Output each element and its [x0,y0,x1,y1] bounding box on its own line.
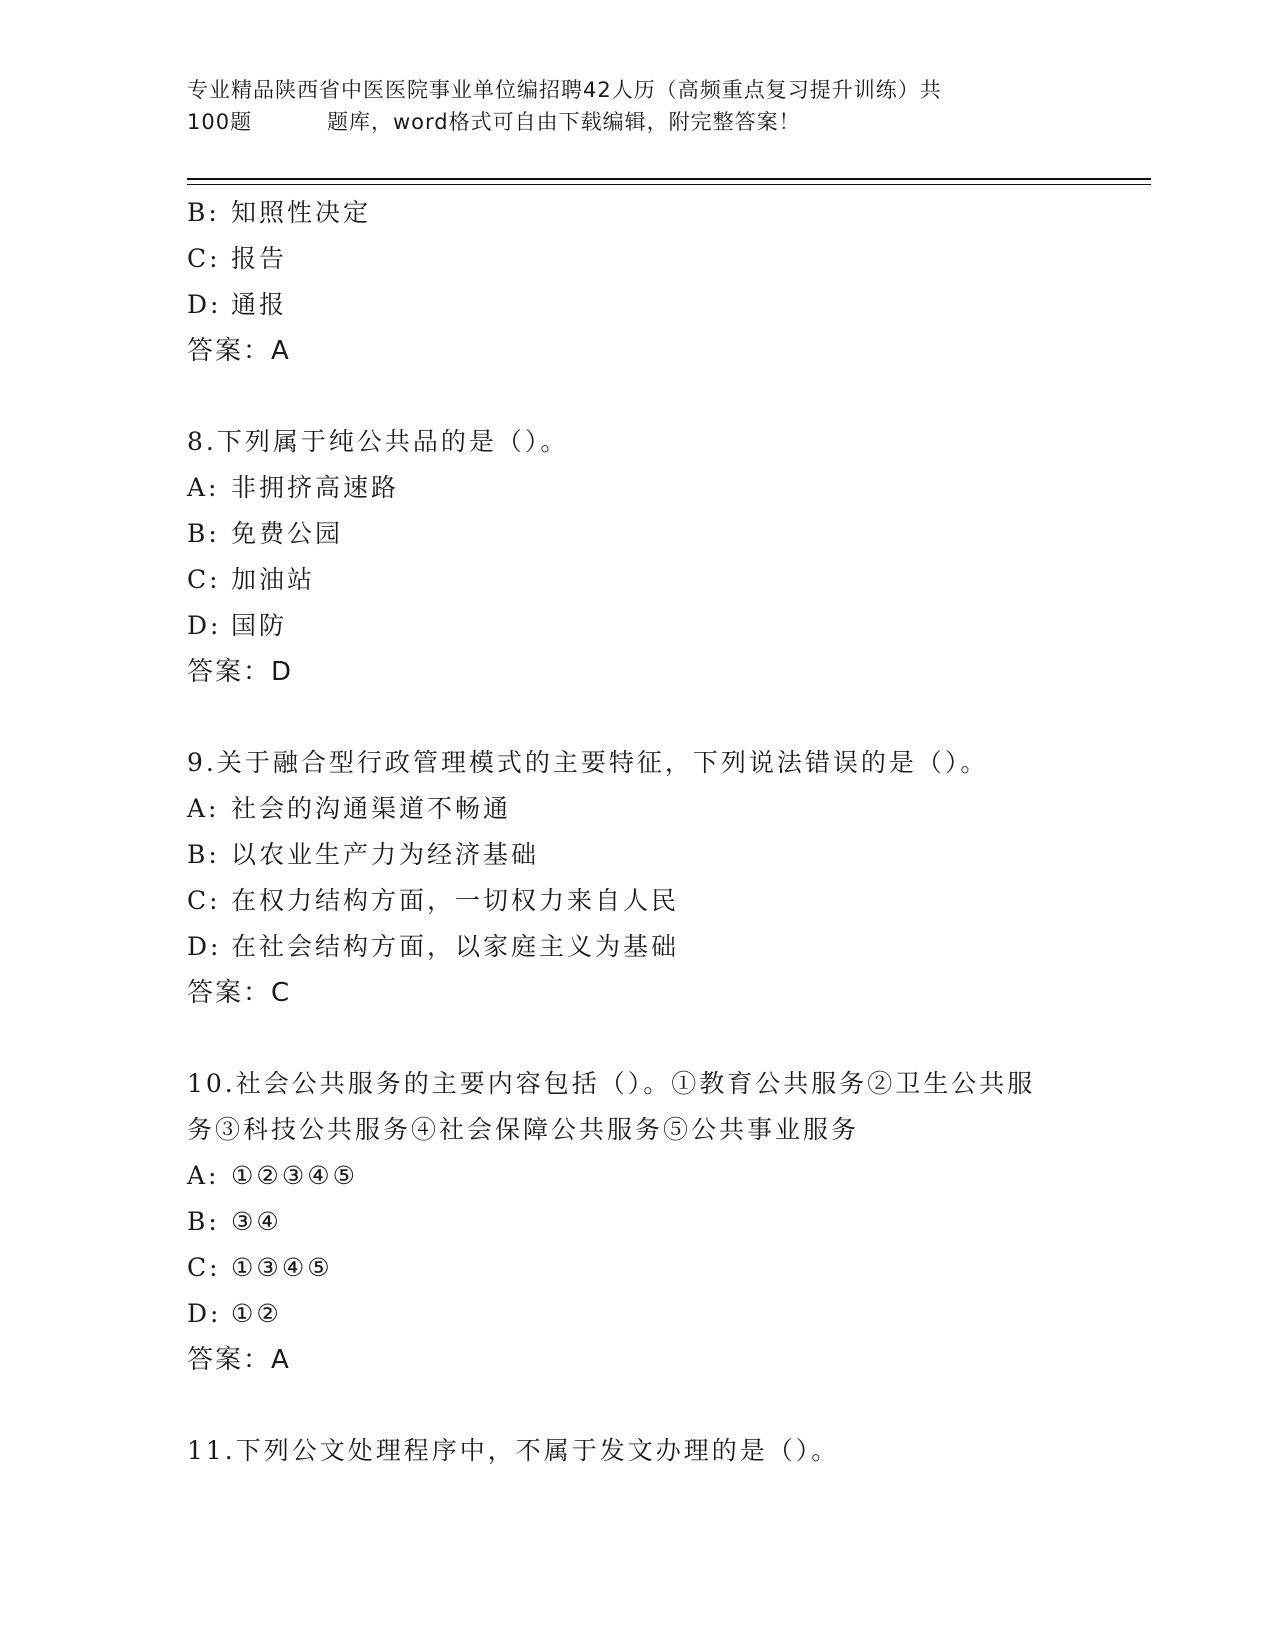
option-b: B: 以农业生产力为经济基础 [187,840,540,869]
header-line-1: 专业精品陕西省中医医院事业单位编招聘42人历（高频重点复习提升训练）共 [187,78,942,102]
option-c: C: ①③④⑤ [187,1253,333,1282]
option-c: C: 加油站 [187,565,316,594]
answer: 答案：C [187,978,292,1008]
question-7-continued [187,190,1147,374]
spacer [187,1016,1147,1061]
question-10 [187,1061,1147,1383]
spacer [187,374,1147,419]
header-rule-thin [187,184,1151,185]
question-text: 11.下列公文处理程序中，不属于发文办理的是（）。 [187,1436,840,1465]
answer: 答案：D [187,657,294,687]
header-line-2 [187,106,1087,138]
header-question-count: 100题 [187,110,253,134]
option-c: C: 报告 [187,244,288,273]
spacer [187,695,1147,740]
header-rule-thick [187,178,1151,180]
document-body [187,190,1147,1474]
question-11 [187,1428,1147,1474]
option-b: B: ③④ [187,1207,282,1236]
answer: 答案：A [187,1345,291,1375]
option-a: A: 社会的沟通渠道不畅通 [187,794,512,823]
question-text: 8.下列属于纯公共品的是（）。 [187,427,569,456]
question-8 [187,419,1147,695]
question-9 [187,740,1147,1016]
option-d: D: 通报 [187,290,288,319]
option-d: D: 国防 [187,611,288,640]
question-text-line-2: 务③科技公共服务④社会保障公共服务⑤公共事业服务 [187,1115,860,1144]
option-d: D: 在社会结构方面，以家庭主义为基础 [187,932,680,961]
spacer [187,1383,1147,1428]
page-header [187,74,1087,138]
option-b: B: 免费公园 [187,519,344,548]
option-a: A: ①②③④⑤ [187,1161,359,1190]
option-a: A: 非拥挤高速路 [187,473,400,502]
option-d: D: ①② [187,1299,282,1328]
header-description: 题库，word格式可自由下载编辑，附完整答案！ [327,110,801,134]
option-b: B: 知照性决定 [187,198,372,227]
question-text: 9.关于融合型行政管理模式的主要特征，下列说法错误的是（）。 [187,748,989,777]
answer: 答案：A [187,336,291,366]
question-text-line-1: 10.社会公共服务的主要内容包括（）。①教育公共服务②卫生公共服 [187,1069,1036,1098]
option-c: C: 在权力结构方面，一切权力来自人民 [187,886,680,915]
